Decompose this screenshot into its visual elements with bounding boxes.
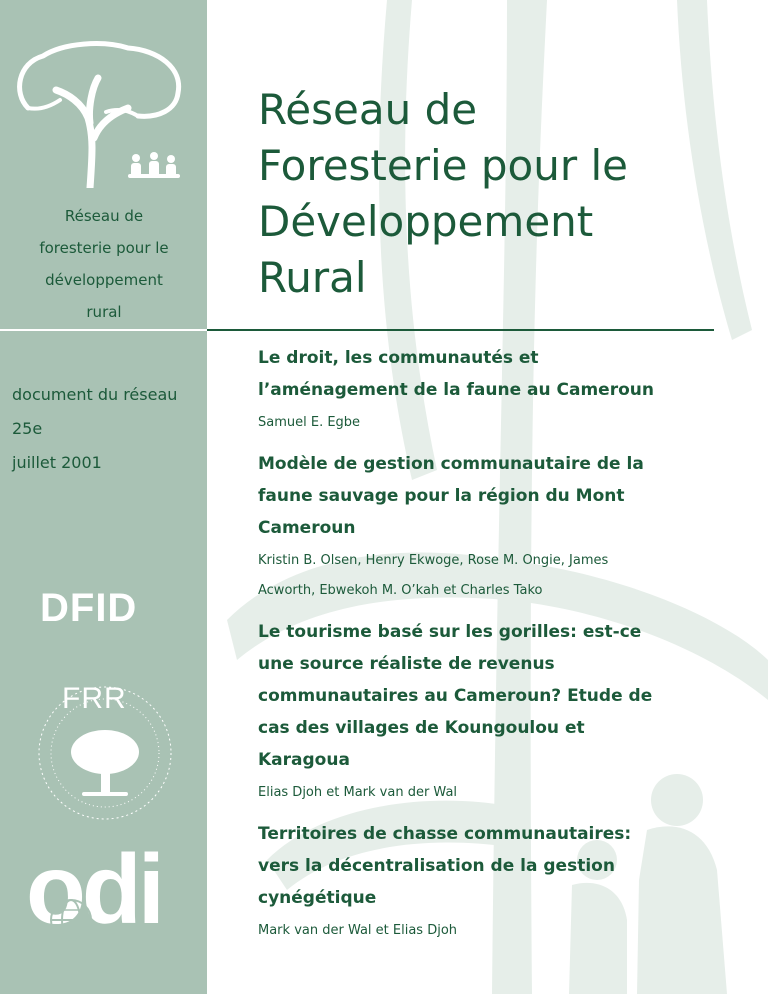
article-authors-line: Acworth, Ebwekoh M. O’kah et Charles Tako bbox=[258, 583, 543, 598]
document-info bbox=[12, 378, 177, 480]
article-authors-line: Kristin B. Olsen, Henry Ekwoge, Rose M. Ongie, James bbox=[258, 553, 609, 568]
article-item bbox=[258, 448, 758, 606]
article-title-line: vers la décentralisation de la gestion bbox=[258, 856, 615, 876]
network-name bbox=[14, 200, 194, 328]
article-authors bbox=[258, 408, 758, 438]
article-list bbox=[258, 342, 758, 956]
article-title-line: faune sauvage pour la région du Mont bbox=[258, 486, 625, 506]
globe-icon bbox=[22, 868, 192, 964]
article-title-line: l’aménagement de la faune au Cameroun bbox=[258, 380, 654, 400]
article-authors bbox=[258, 546, 758, 606]
frr-logo-text: FRR bbox=[62, 682, 127, 715]
dfid-logo: DFID bbox=[40, 586, 138, 630]
network-name-line: Réseau de bbox=[64, 207, 144, 225]
article-title-line: Territoires de chasse communautaires: bbox=[258, 824, 632, 844]
article-authors-line: Samuel E. Egbe bbox=[258, 415, 361, 430]
article-authors bbox=[258, 778, 758, 808]
article-title-line: Le tourisme basé sur les gorilles: est-ce bbox=[258, 622, 642, 642]
article-title bbox=[258, 448, 758, 544]
article-title-line: Karagoua bbox=[258, 750, 350, 770]
article-title bbox=[258, 342, 758, 406]
document-series: document du réseau bbox=[12, 385, 178, 404]
document-number: 25e bbox=[12, 419, 43, 438]
article-title-line: communautaires au Cameroun? Etude de bbox=[258, 686, 653, 706]
article-item bbox=[258, 616, 758, 808]
article-title-line: cynégétique bbox=[258, 888, 377, 908]
main-title-line: Réseau de bbox=[258, 85, 478, 134]
network-name-line: foresterie pour le bbox=[39, 239, 169, 257]
article-item bbox=[258, 342, 758, 438]
article-title-line: Le droit, les communautés et bbox=[258, 348, 539, 368]
article-item bbox=[258, 818, 758, 946]
article-title bbox=[258, 616, 758, 776]
main-title-line: Foresterie pour le bbox=[258, 141, 628, 190]
sidebar-divider bbox=[0, 329, 207, 331]
article-title-line: une source réaliste de revenus bbox=[258, 654, 555, 674]
main-title-line: Développement bbox=[258, 197, 594, 246]
network-name-line: rural bbox=[86, 303, 122, 321]
article-authors bbox=[258, 916, 758, 946]
article-authors-line: Elias Djoh et Mark van der Wal bbox=[258, 785, 458, 800]
sidebar bbox=[0, 0, 207, 994]
title-rule bbox=[207, 329, 714, 331]
main-title bbox=[258, 82, 748, 306]
article-title-line: Cameroun bbox=[258, 518, 356, 538]
article-title bbox=[258, 818, 758, 914]
main-title-line: Rural bbox=[258, 253, 367, 302]
odi-logo: odi bbox=[26, 834, 161, 944]
document-date: juillet 2001 bbox=[12, 453, 102, 472]
tree-icon bbox=[8, 38, 188, 188]
network-name-line: développement bbox=[45, 271, 163, 289]
article-title-line: Modèle de gestion communautaire de la bbox=[258, 454, 644, 474]
article-title-line: cas des villages de Koungoulou et bbox=[258, 718, 585, 738]
article-authors-line: Mark van der Wal et Elias Djoh bbox=[258, 923, 458, 938]
